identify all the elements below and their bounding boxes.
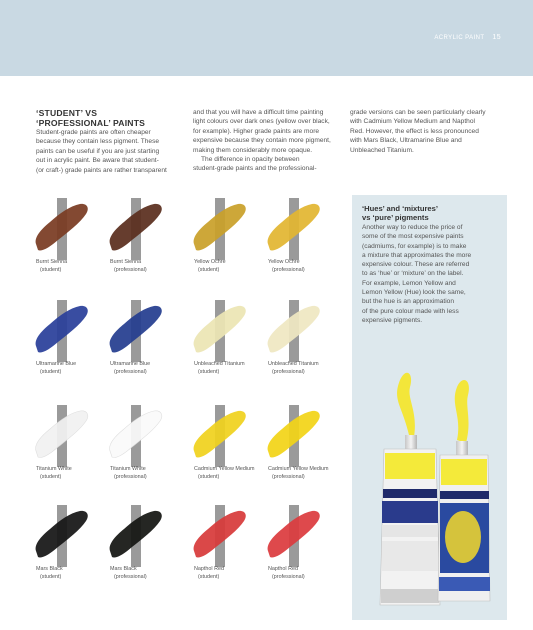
swatch-caption [268,258,348,274]
section-title: ACRYLIC PAINT [434,35,485,41]
paint-swatch-stroke [188,405,250,467]
swatch-name: Napthol Red [194,566,224,572]
swatch-caption [110,258,190,274]
swatch-grade: (student) [40,369,62,376]
body-line: Student-grade paints are often cheaper [36,129,151,136]
paint-swatch-stroke [30,198,92,260]
page-number: 15 [492,34,501,41]
paint-swatch [262,300,324,362]
body-line: (or craft-) grade paints are rather transparent [36,166,167,174]
paint-swatch [262,505,324,567]
paint-swatch [30,198,92,260]
body-line: light colours over dark ones (yellow over black, [193,118,330,126]
paint-swatch-stroke [262,300,324,362]
swatch-caption [36,258,116,274]
swatch-name: Ultramarine Blue [110,361,151,367]
swatch-name: Ultramarine Blue [36,361,77,367]
heading-line: ‘STUDENT’ VS [36,108,98,118]
paint-swatch [262,405,324,467]
swatch-name: Mars Black [36,566,63,572]
swatch-name: Burnt Sienna [36,259,68,265]
paint-swatch [188,405,250,467]
paint-swatch-stroke [188,505,250,567]
swatch-name: Titanium White [36,466,72,472]
paint-tubes-illustration [362,365,502,615]
paint-swatch-stroke [188,198,250,260]
paint-swatch-stroke [104,198,166,260]
swatch-caption [110,360,190,376]
paint-swatch-stroke [104,405,166,467]
swatch-grade: (student) [40,267,62,274]
swatch-grade: (student) [198,474,220,481]
swatch-grade: (professional) [272,574,305,581]
paint-swatch [30,505,92,567]
body-line: The difference in opacity between [201,156,300,164]
swatch-grade: (student) [40,574,62,581]
paint-swatch [188,300,250,362]
swatch-grade: (student) [198,574,220,581]
swatch-name: Cadmium Yellow Medium [194,466,255,472]
body-line: paints can be useful if you are just starting [36,147,160,155]
swatch-name: Unbleached Titanium [194,361,245,367]
paint-swatch [188,198,250,260]
swatch-grade: (student) [198,267,220,274]
sidebar-body [362,223,502,325]
body-line: making them considerably more opaque. [193,146,313,154]
body-line: For example, Lemon Yellow and [362,279,456,287]
paint-swatch [30,405,92,467]
swatch-name: Unbleached Titanium [268,361,319,367]
heading-line: vs ‘pure’ pigments [362,213,429,222]
body-line: and that you will have a difficult time painting [193,109,324,116]
swatch-name: Burnt Sienna [110,259,142,265]
paint-swatch [30,300,92,362]
swatch-caption [268,360,348,376]
paint-swatch [104,198,166,260]
paint-swatch-stroke [262,405,324,467]
swatch-caption [194,465,274,481]
body-line: student-grade paints and the professional- [193,165,317,173]
body-line: but the hue is an approximation [362,298,455,306]
body-line: a mixture that approximates the more [362,251,472,259]
paint-swatch-stroke [262,198,324,260]
paint-swatch [104,300,166,362]
body-line: some of the most expensive paints [362,233,464,241]
paint-swatch [262,198,324,260]
swatch-caption [36,360,116,376]
body-line: Unbleached Titanium. [350,146,414,154]
swatch-grade: (student) [40,474,62,481]
swatch-grade: (professional) [114,474,147,481]
section-heading [36,108,176,128]
paint-swatch [104,505,166,567]
body-line: expensive pigments. [362,316,423,324]
paint-tubes-image [362,365,502,615]
swatch-caption [268,465,348,481]
swatch-caption [194,360,274,376]
text-column-2 [193,108,335,174]
paint-swatch-stroke [30,405,92,467]
swatch-name: Yellow Ochre [194,259,226,265]
swatch-caption [36,465,116,481]
swatch-name: Titanium White [110,466,146,472]
body-line: with Mars Black, Ultramarine Blue and [350,137,462,145]
swatch-caption [36,565,116,581]
body-line: out in acrylic paint. Be aware that student- [36,157,159,165]
body-line: Red. However, the effect is less pronounced [350,127,479,135]
body-line: for example). Higher grade paints are more [193,127,320,135]
paint-swatch-stroke [30,300,92,362]
paint-swatch-stroke [30,505,92,567]
body-line: Another way to reduce the price of [362,224,463,231]
swatch-grade: (professional) [272,369,305,376]
body-line: of the pure colour made with less [362,307,459,315]
swatch-name: Napthol Red [268,566,298,572]
body-line: (cadmiums, for example) is to make [362,242,467,250]
paint-swatch [188,505,250,567]
running-head [434,34,501,41]
swatch-name: Mars Black [110,566,137,572]
text-column-3 [350,108,498,155]
body-line: expensive colour. These are referred [362,261,470,269]
swatch-name: Yellow Ochre [268,259,300,265]
heading-line: ‘PROFESSIONAL’ PAINTS [36,118,146,128]
heading-line: ‘Hues’ and ‘mixtures’ [362,204,438,213]
paint-swatch-stroke [262,505,324,567]
swatch-caption [110,465,190,481]
swatch-caption [194,258,274,274]
sidebar-heading [362,204,502,222]
swatch-grade: (professional) [114,574,147,581]
paint-swatch-stroke [188,300,250,362]
body-line: expensive because they contain more pigment, [193,137,331,145]
swatch-name: Cadmium Yellow Medium [268,466,329,472]
swatch-grade: (professional) [272,267,305,274]
swatch-grade: (professional) [114,267,147,274]
paint-swatch-stroke [104,300,166,362]
body-line: to as ‘hue’ or ‘mixture’ on the label. [362,270,464,278]
body-line: because they contain less pigment. These [36,138,160,146]
text-column-1 [36,108,176,175]
swatch-grade: (student) [198,369,220,376]
paint-swatch [104,405,166,467]
swatch-caption [268,565,348,581]
swatch-caption [110,565,190,581]
body-line: grade versions can be seen particularly clearly [350,109,486,116]
swatch-caption [194,565,274,581]
swatch-grade: (professional) [114,369,147,376]
paint-swatch-stroke [104,505,166,567]
swatch-grade: (professional) [272,474,305,481]
body-line: with Cadmium Yellow Medium and Napthol [350,118,475,126]
body-line: Lemon Yellow (Hue) look the same, [362,289,466,297]
